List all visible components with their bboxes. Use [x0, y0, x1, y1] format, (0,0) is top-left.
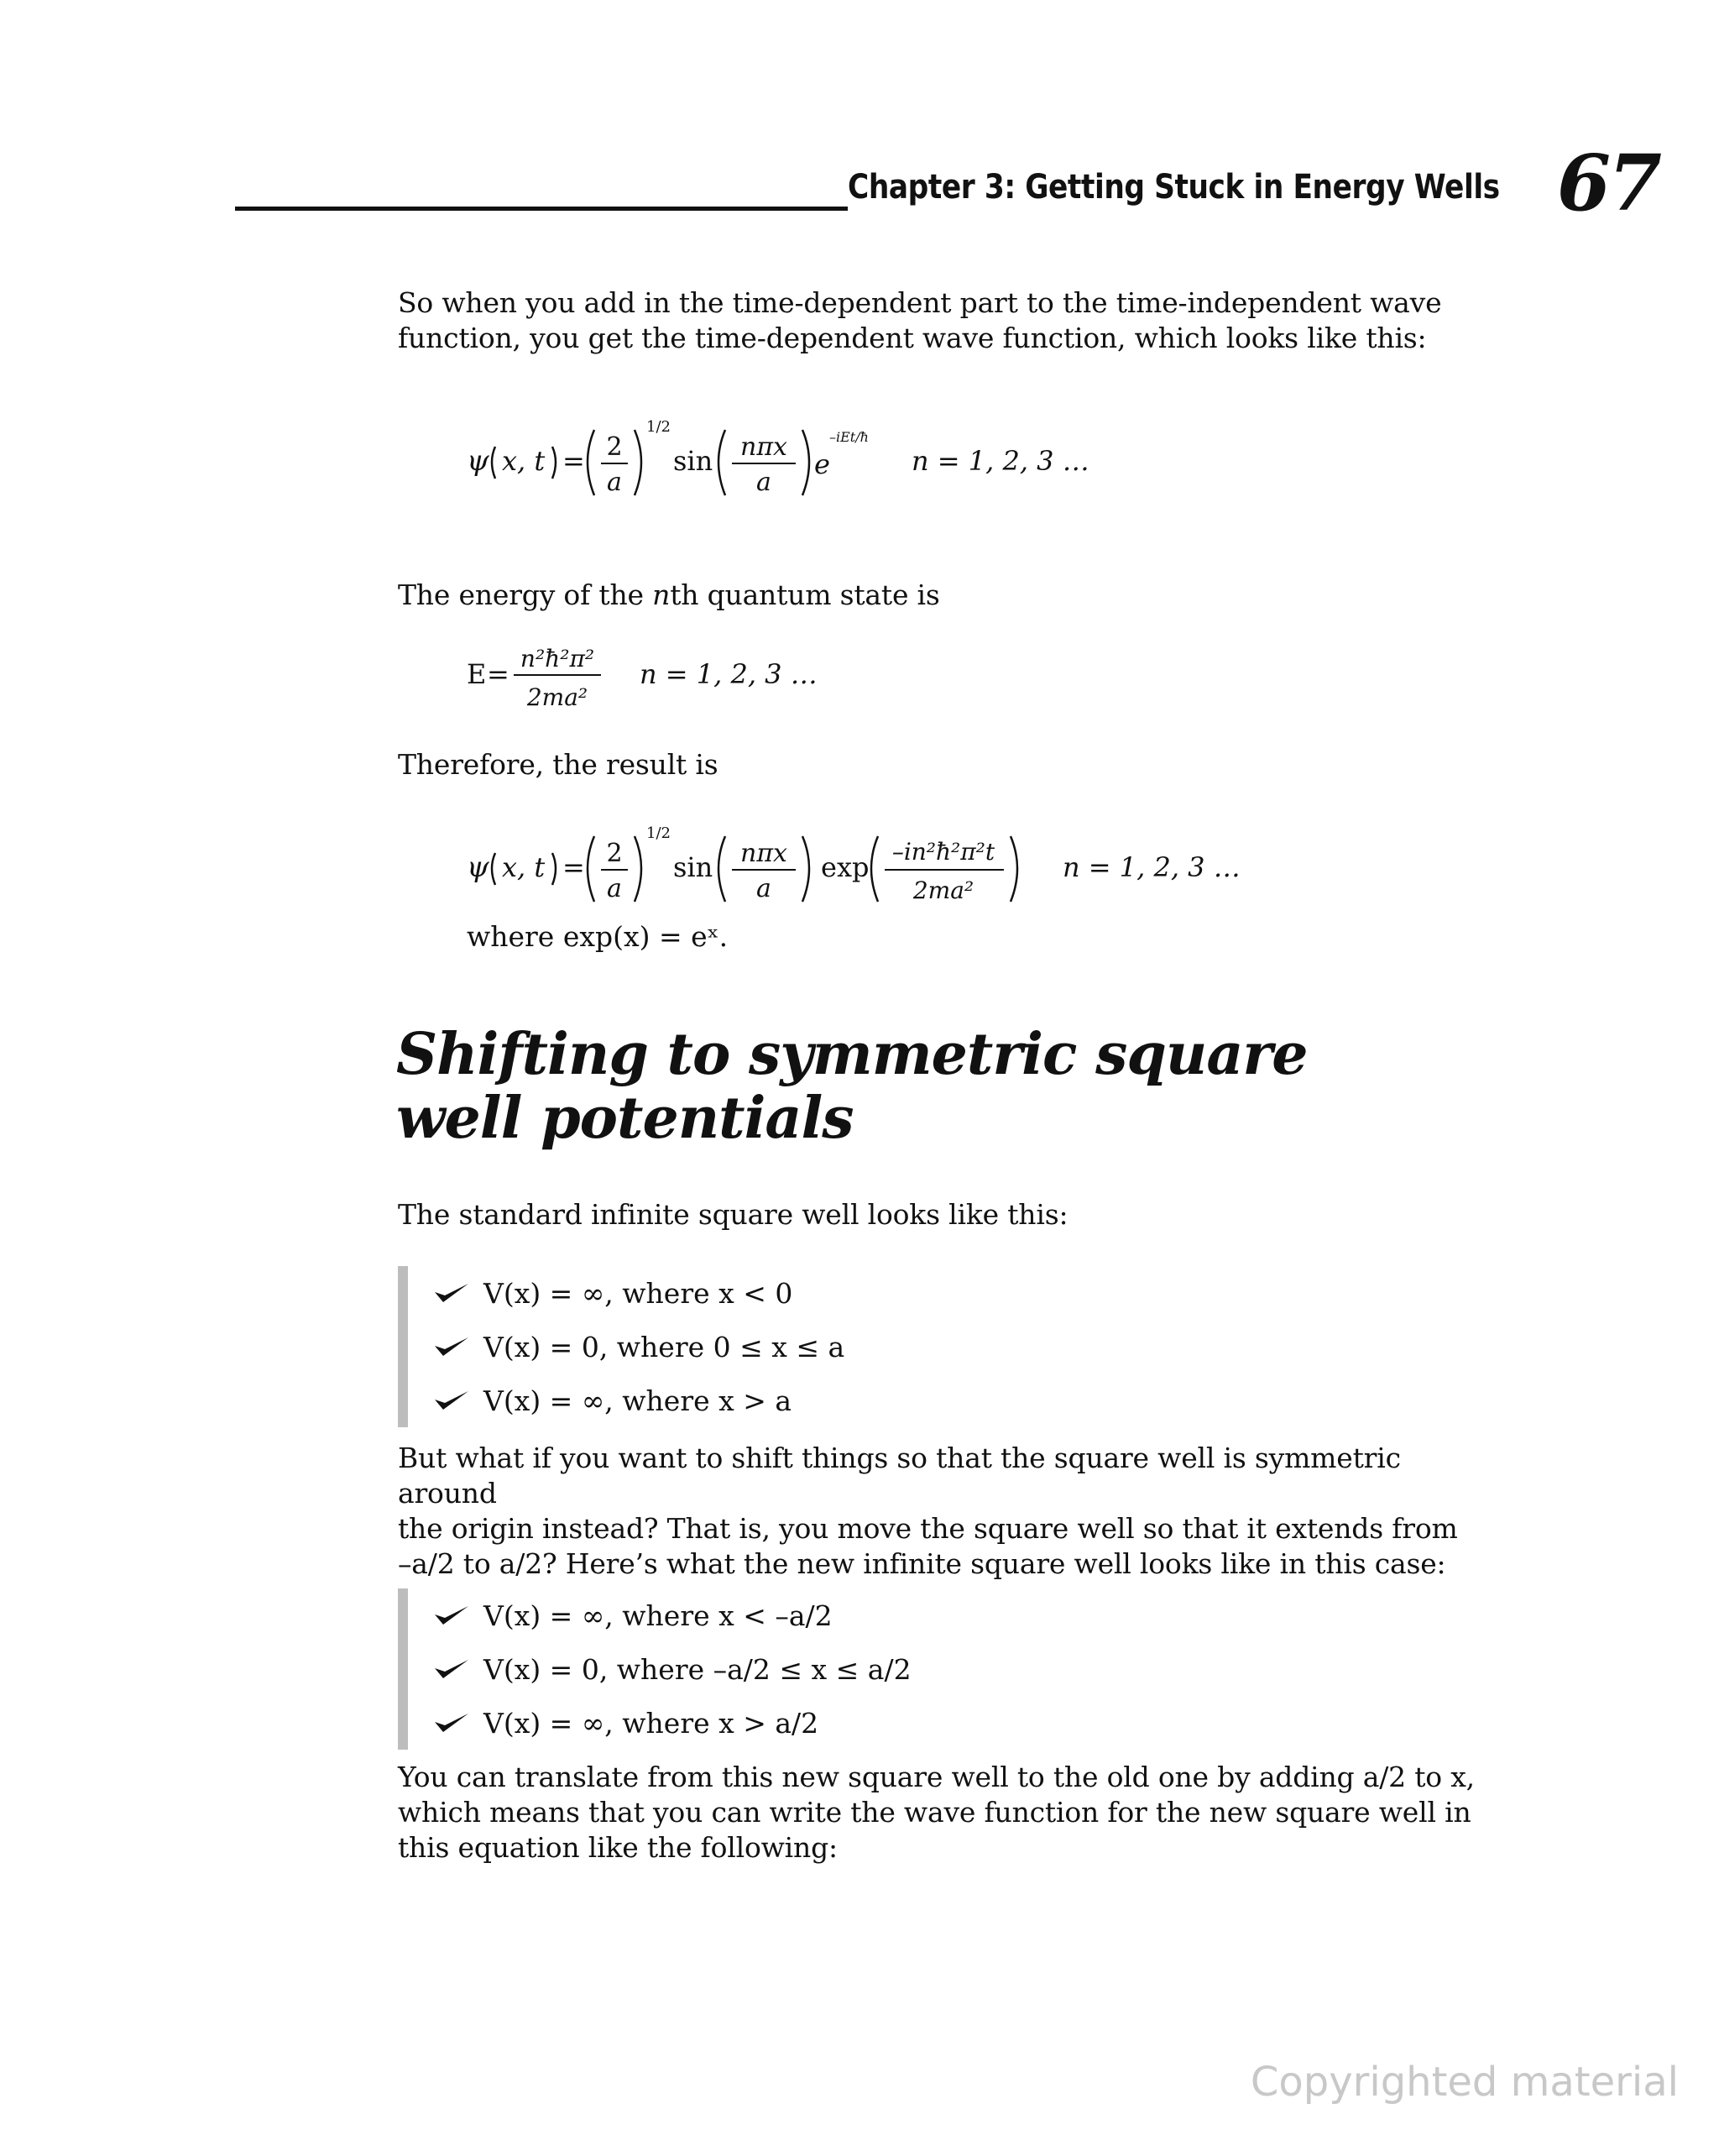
eq1-exponent: 1/2	[646, 418, 671, 436]
check-icon	[433, 1603, 470, 1628]
list-item-text: V(x) = ∞, where x > a/2	[483, 1706, 819, 1740]
paragraph-energy-after: th quantum state is	[670, 578, 940, 611]
eq3-coef-den: a	[607, 874, 622, 903]
eq3-sin-num: nπx	[740, 839, 787, 868]
check-icon	[433, 1388, 470, 1413]
list-item-text: V(x) = ∞, where x < –a/2	[483, 1599, 833, 1632]
list-item-text: V(x) = 0, where –a/2 ≤ x ≤ a/2	[483, 1652, 912, 1686]
eq3-psi: ψ	[467, 850, 489, 884]
chapter-title: Chapter 3: Getting Stuck in Energy Wells	[848, 168, 1500, 207]
header-rule	[235, 207, 848, 211]
eq1-sin-num: nπx	[740, 432, 787, 462]
eq3-equals: =	[562, 851, 585, 883]
eq3-exp-num: –in²ħ²π²t	[891, 838, 995, 866]
eq2-den: 2ma²	[526, 683, 588, 711]
eq1-sin-den: a	[756, 468, 771, 497]
section-heading: Shifting to symmetric square well potentials	[396, 1021, 1308, 1152]
equation-energy	[467, 636, 886, 720]
eq3-coef-num: 2	[606, 839, 623, 868]
list-item	[433, 1320, 1189, 1374]
check-icon	[433, 1710, 470, 1735]
eq1-sin: sin	[673, 445, 713, 477]
check-icon	[433, 1656, 470, 1682]
list-item-text: V(x) = 0, where 0 ≤ x ≤ a	[483, 1330, 845, 1363]
list-item	[433, 1266, 1189, 1320]
eq1-psi: ψ	[467, 444, 489, 478]
list-item-text: V(x) = ∞, where x > a	[483, 1384, 792, 1417]
eq3-exp: exp	[821, 851, 870, 883]
equation-result	[467, 824, 1272, 917]
standard-well-list	[398, 1266, 1189, 1427]
check-icon	[433, 1334, 470, 1359]
list-item	[433, 1642, 1189, 1696]
eq1-range: n = 1, 2, 3 …	[912, 445, 1089, 477]
eq2-E: E	[467, 658, 487, 690]
list-item	[433, 1696, 1189, 1750]
eq1-args: x, t	[502, 445, 546, 477]
paragraph-result: Therefore, the result is	[398, 748, 718, 781]
eq3-range: n = 1, 2, 3 …	[1063, 851, 1241, 883]
paragraph-shift-question: But what if you want to shift things so that the square well is symmetric around the origin instead? That is, you move the square well so that it extends from –a/2 to a/2? Here’s what the new infinite square well looks like in this case:	[398, 1442, 1458, 1580]
eq3-exp-den: 2ma²	[912, 877, 974, 904]
eq1-coef-num: 2	[606, 432, 623, 462]
eq2-equals: =	[487, 658, 509, 690]
paragraph-intro: So when you add in the time-dependent part to the time-independent wave function, you get the time-dependent wave function, which looks like this:	[398, 286, 1442, 354]
symmetric-well-list	[398, 1588, 1189, 1750]
list-item	[433, 1374, 1189, 1427]
eq2-range: n = 1, 2, 3 …	[640, 658, 818, 690]
equation-note: where exp(x) = eˣ.	[467, 920, 729, 953]
page-number: 67	[1557, 138, 1660, 228]
eq1-e: e	[814, 448, 830, 480]
eq3-exponent: 1/2	[646, 824, 671, 842]
paragraph-energy-intro	[398, 542, 1489, 613]
list-item	[433, 1588, 1189, 1642]
eq1-equals: =	[562, 445, 585, 477]
paragraph-standard-well: The standard infinite square well looks like this:	[398, 1198, 1068, 1231]
eq3-sin: sin	[673, 851, 713, 883]
list-item-text: V(x) = ∞, where x < 0	[483, 1276, 793, 1310]
equation-time-dependent-wave-function	[467, 418, 1121, 510]
eq1-e-exponent: –iEt/ħ	[829, 429, 869, 445]
eq2-num: n²ħ²π²	[520, 645, 595, 672]
copyright-watermark: Copyrighted material	[1250, 2059, 1679, 2106]
paragraph-energy-n: n	[652, 578, 671, 611]
eq3-sin-den: a	[756, 874, 771, 903]
eq3-args: x, t	[502, 851, 546, 883]
paragraph-energy-before: The energy of the	[398, 578, 653, 611]
eq1-coef-den: a	[607, 468, 622, 497]
paragraph-translate: You can translate from this new square well to the old one by adding a/2 to x, which means that you can write the wave function for the new square well in this equation like the following:	[398, 1761, 1475, 1864]
check-icon	[433, 1280, 470, 1306]
